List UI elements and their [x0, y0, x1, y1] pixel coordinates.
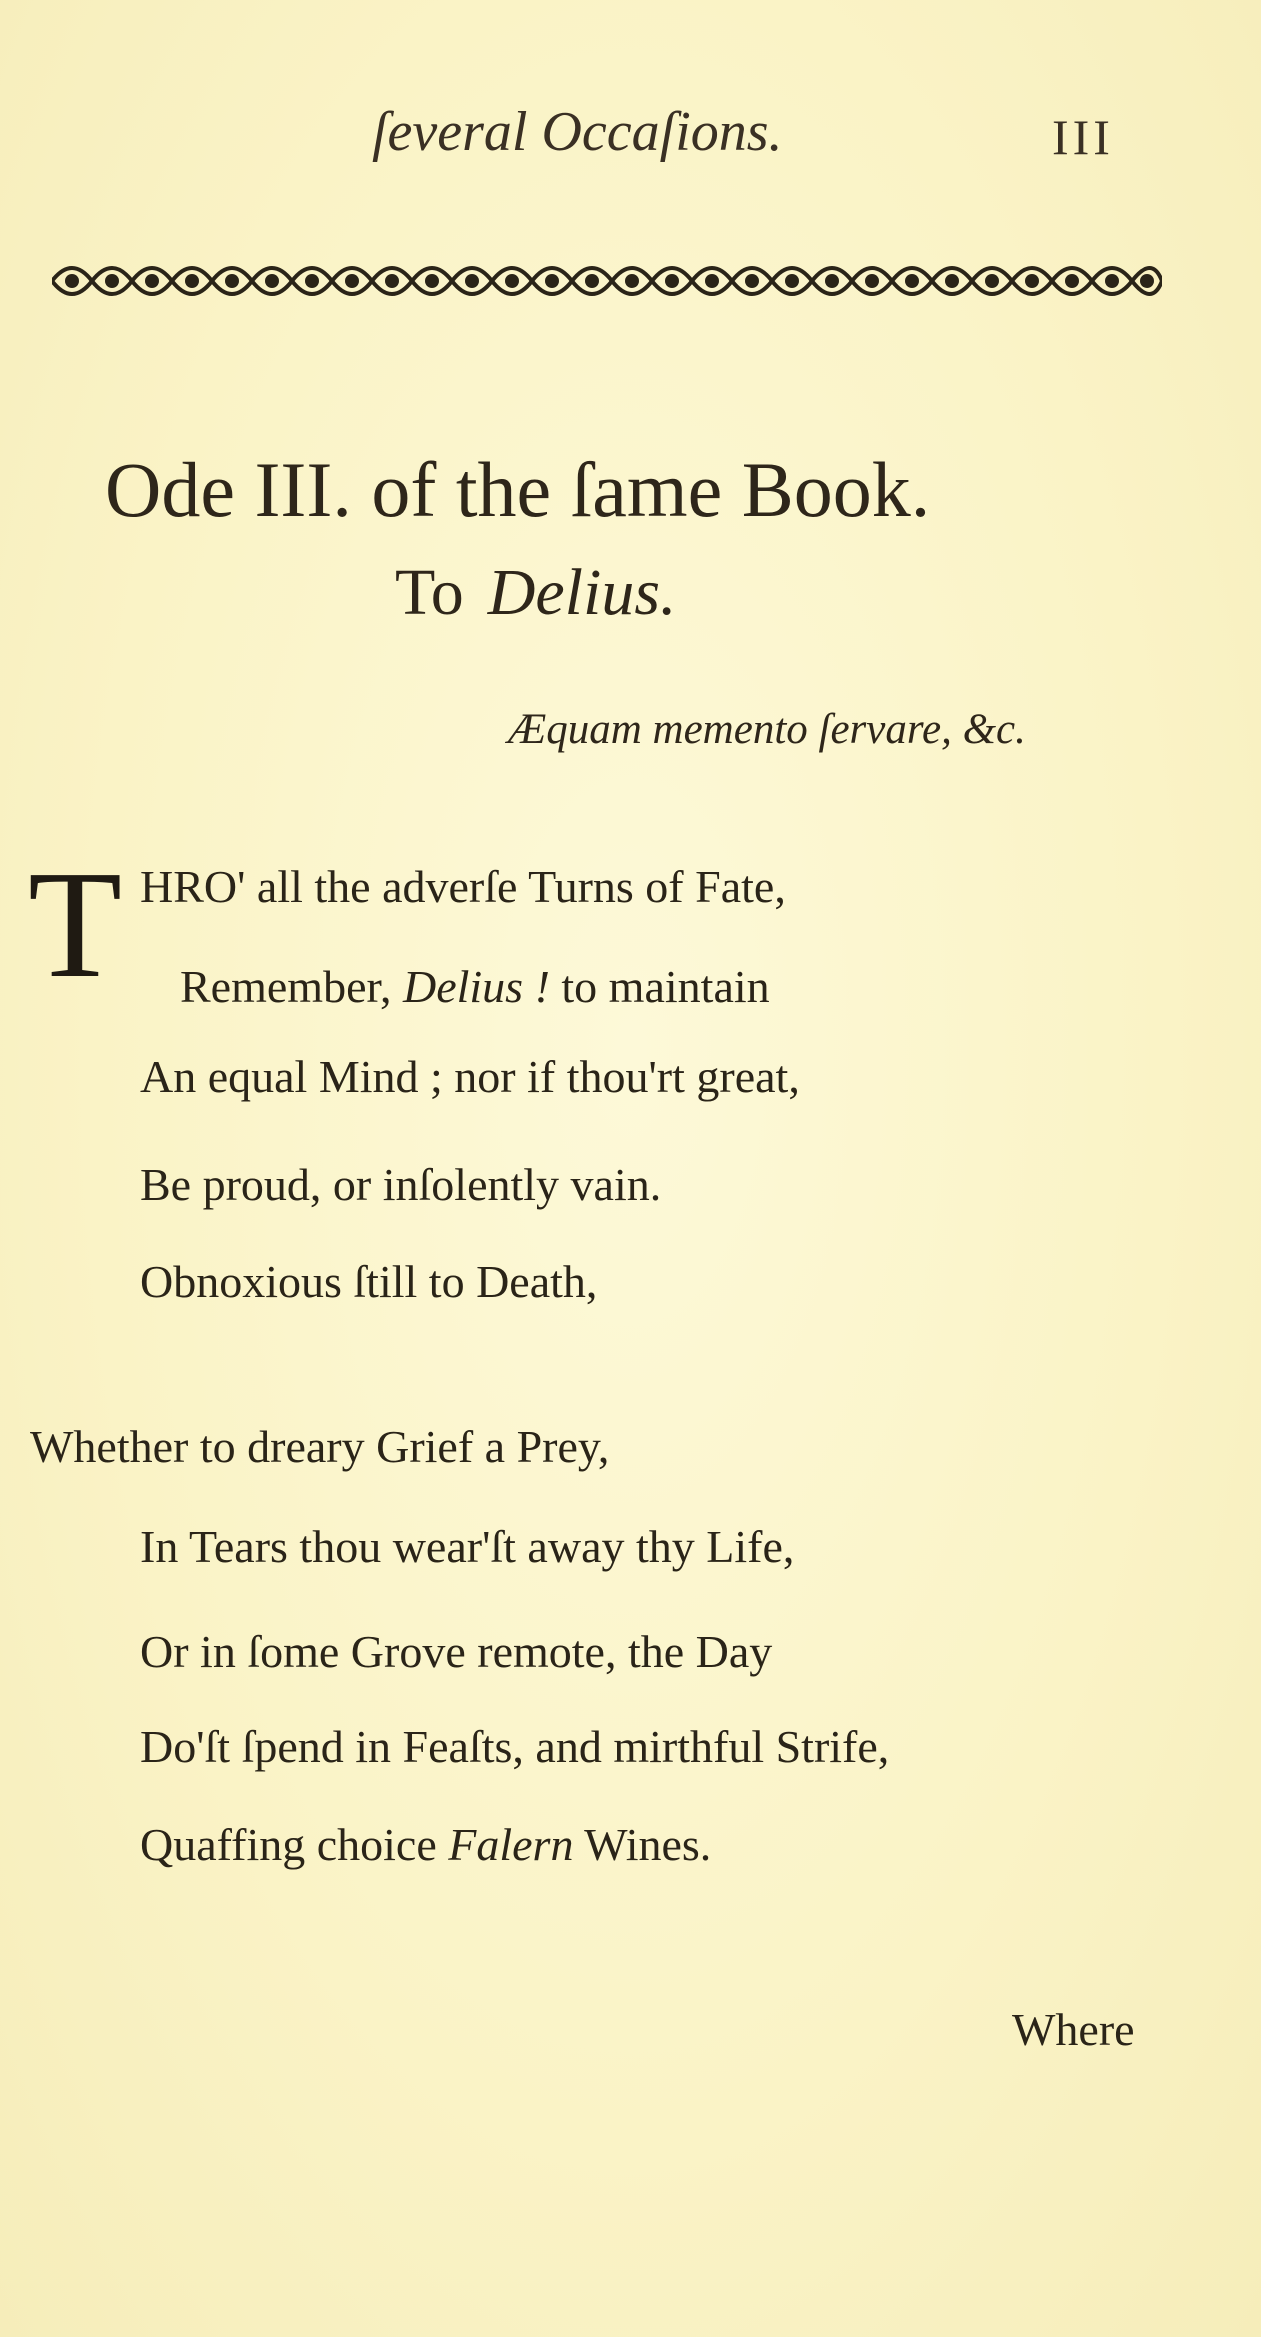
verse-line: Quaffing choice Falern Wines.	[140, 1819, 712, 1870]
verse-line: Remember, Delius ! to maintain	[180, 961, 770, 1012]
ornament-band	[52, 250, 1162, 312]
verse-line: Or in ſome Grove remote, the Day	[140, 1626, 773, 1677]
ode-title: Ode III. of the ſame Book.	[105, 446, 931, 533]
catchword: Where	[1012, 2004, 1135, 2055]
drop-cap: T	[28, 840, 123, 1010]
verse-line: In Tears thou wear'ſt away thy Life,	[140, 1521, 795, 1572]
dedication-line	[395, 555, 677, 631]
dedication-prefix: To	[395, 556, 464, 629]
verse-line: An equal Mind ; nor if thou'rt great,	[140, 1051, 800, 1102]
verse-line: Do'ſt ſpend in Feaſts, and mirthful Strife,	[140, 1721, 890, 1772]
epigraph: Æquam memento ſervare, &c.	[508, 706, 1026, 753]
verse-line: Whether to dreary Grief a Prey,	[30, 1421, 610, 1472]
running-head: ſeveral Occaſions.	[372, 101, 783, 163]
verse-line: Obnoxious ſtill to Death,	[140, 1256, 598, 1307]
verse-line: HRO' all the adverſe Turns of Fate,	[140, 861, 786, 912]
dedicatee-name: Delius.	[487, 556, 677, 629]
verse-line: Be proud, or inſolently vain.	[140, 1159, 662, 1210]
page-number: III	[1052, 109, 1114, 165]
